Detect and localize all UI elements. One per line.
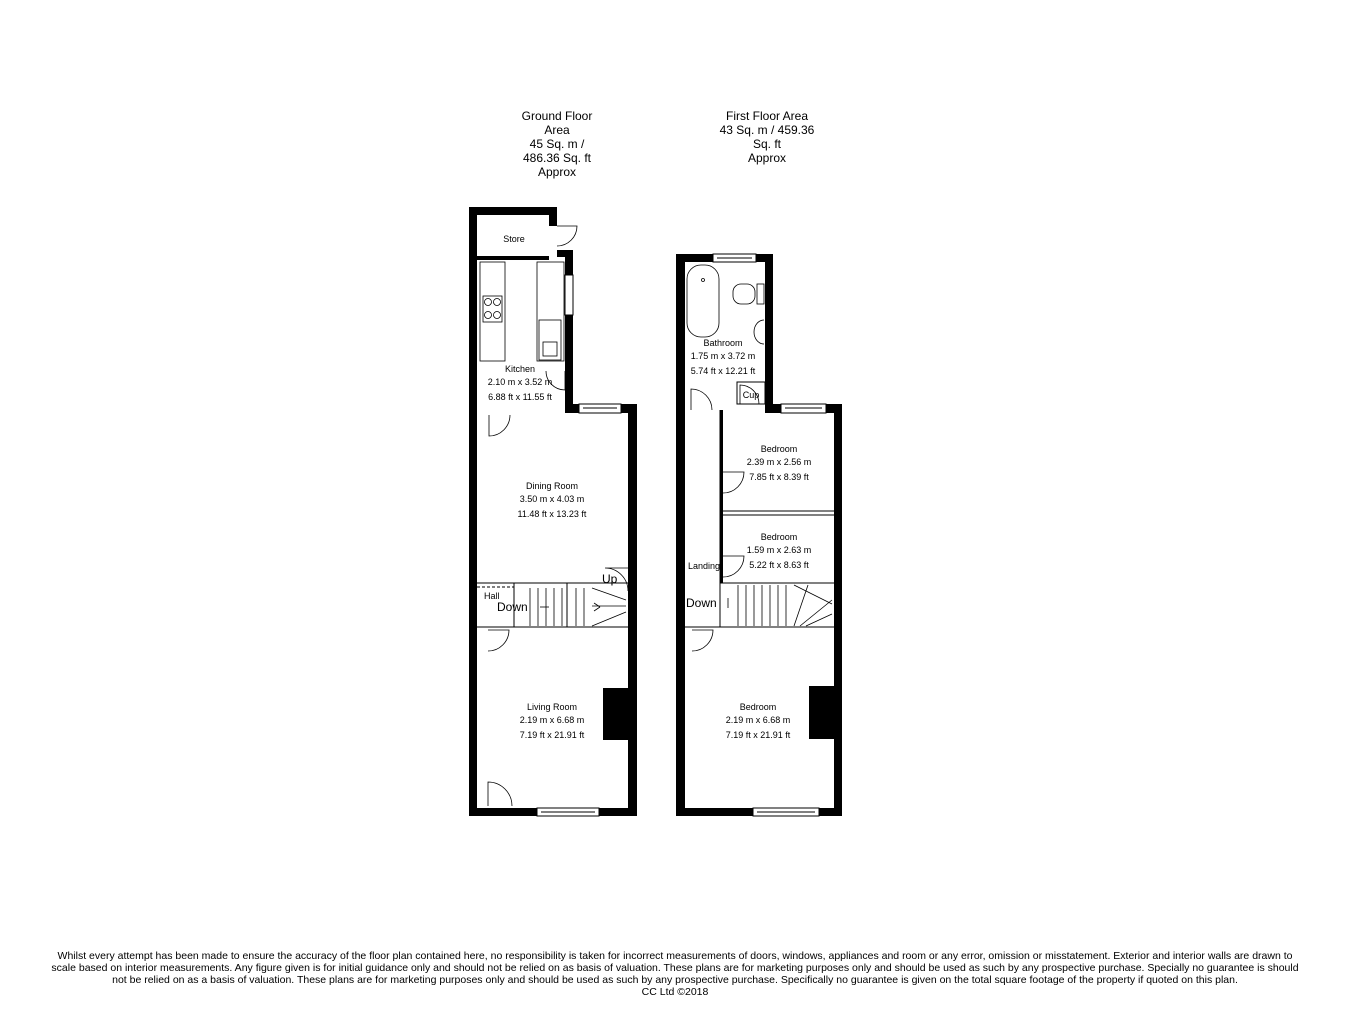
first-floor-heading-line-3: Sq. ft (752, 137, 781, 151)
landing-label: Landing (688, 561, 721, 571)
first-floor-heading-line-2: 43 Sq. m / 459.36 (719, 123, 815, 137)
front-door (488, 782, 512, 806)
ground-floor-stairs (530, 588, 626, 626)
disclaimer-line-3: not be relied on as a basis of valuation. These plans are for marketing purposes only and should be used as such by any prospective purchase. Specifically no guarantee is given on the total square footage of the property if quoted on this plan. (112, 974, 1238, 986)
bedroom-top-metric: 2.39 m x 2.56 m (746, 457, 812, 467)
bathroom-door (691, 389, 712, 410)
kitchen-window (565, 275, 573, 315)
kitchen-sink (539, 320, 561, 360)
first-floor-doors (691, 385, 759, 651)
dining-room-door (489, 415, 510, 436)
bedroom-mid-label: Bedroom (760, 532, 798, 542)
copyright: CC Ltd ©2018 (641, 986, 709, 998)
kitchen-imperial: 6.88 ft x 11.55 ft (488, 392, 552, 402)
bedroom-door-mid (723, 556, 744, 577)
living-room-label: Living Room (526, 702, 578, 712)
store-door (557, 226, 577, 246)
first-floor-heading-line-4: Approx (747, 151, 787, 165)
kitchen-metric: 2.10 m x 3.52 m (487, 377, 553, 387)
dining-room-label: Dining Room (525, 481, 579, 491)
ground-floor-heading-line-5: Approx (537, 165, 577, 179)
bathroom-metric: 1.75 m x 3.72 m (690, 351, 756, 361)
bedroom-door-top (723, 472, 744, 493)
bedroom-main-metric: 2.19 m x 6.68 m (725, 715, 791, 725)
bathtub (687, 265, 719, 337)
ground-floor-heading-line-3: 45 Sq. m / (529, 137, 585, 151)
hall-label: Hall (484, 591, 500, 601)
bathroom-imperial: 5.74 ft x 12.21 ft (690, 366, 756, 376)
first-floor-plan (676, 254, 842, 816)
bedroom-main-imperial: 7.19 ft x 21.91 ft (725, 730, 791, 740)
living-room-metric: 2.19 m x 6.68 m (519, 715, 585, 725)
kitchen-units (480, 262, 564, 361)
ground-chimney-breast (603, 688, 628, 740)
bedroom-main-label: Bedroom (739, 702, 777, 712)
disclaimer (14, 950, 1336, 998)
first-floor-stairs (728, 585, 832, 626)
disclaimer-line-1: Whilst every attempt has been made to ensure the accuracy of the floor plan contained here, no responsibility is taken for incorrect measurements of doors, windows, appliances and room or any error, omission or misstatement. Exterior and interior walls are drawn to (57, 950, 1293, 962)
bathroom-label: Bathroom (703, 338, 743, 348)
ground-floor-heading-line-2: Area (544, 123, 570, 137)
bedroom-mid-metric: 1.59 m x 2.63 m (746, 545, 812, 555)
store-label: Store (503, 234, 525, 244)
ground-floor-plan (469, 207, 637, 816)
ground-floor-heading-line-1: Ground Floor (521, 109, 593, 123)
bedroom-door-main (692, 630, 713, 651)
disclaimer-line-2: scale based on interior measurements. Any figure given is for initial guidance only and should not be relied on as basis of valuation. These plans are for marketing purposes only and should be used as such by any prospective purchase. Specially no guarantee is should (51, 962, 1299, 974)
first-floor-heading-line-1: First Floor Area (725, 109, 809, 123)
living-room-door (488, 630, 509, 651)
first-chimney-breast (809, 686, 834, 739)
bathroom-basin (754, 320, 764, 344)
bedroom-top-label: Bedroom (760, 444, 798, 454)
toilet (733, 284, 755, 304)
dining-room-metric: 3.50 m x 4.03 m (519, 494, 585, 504)
ground-stairs-down-label: Down (497, 600, 528, 614)
living-room-imperial: 7.19 ft x 21.91 ft (519, 730, 585, 740)
bedroom-top-imperial: 7.85 ft x 8.39 ft (749, 472, 809, 482)
kitchen-label: Kitchen (504, 364, 536, 374)
ground-floor-heading-line-4: 486.36 Sq. ft (522, 151, 592, 165)
ground-stairs-up-label: Up (602, 572, 618, 586)
bedroom-mid-imperial: 5.22 ft x 8.63 ft (749, 560, 809, 570)
first-stairs-down-label: Down (686, 596, 717, 610)
cupboard-label: Cup (742, 390, 760, 400)
dining-room-imperial: 11.48 ft x 13.23 ft (517, 509, 587, 519)
bathroom-fittings (687, 265, 764, 344)
